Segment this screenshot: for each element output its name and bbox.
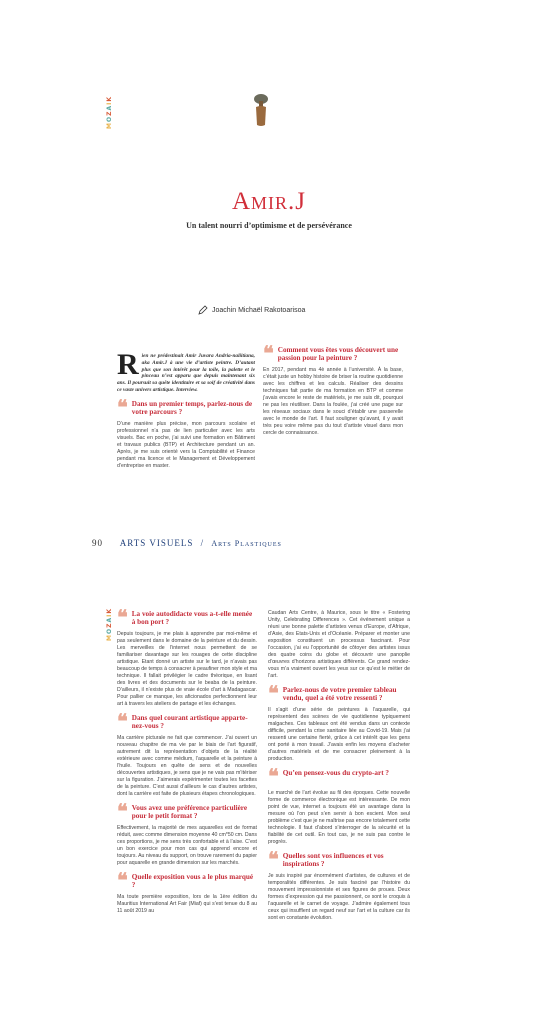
question-block [268, 766, 410, 788]
section-separator: / [200, 538, 205, 548]
answer-paragraph: Ma toute première exposition, lors de la 1ère édition du Mauritius International Art Fair (Miaf) qui s’est tenue du 8 au 11 août 2019 au [117, 894, 257, 914]
question-heading: Comment vous êtes vous découvert une passion pour la peinture ? [277, 346, 399, 362]
author-byline [198, 305, 305, 315]
question-block [268, 849, 410, 871]
column-left-top [117, 348, 255, 474]
quote-mark-icon: ❝ [117, 607, 128, 629]
answer-paragraph: Je suis inspiré par énormément d’artistes, de cultures et de temporalités différentes. Je suis fasciné par l’histoire du mouvement impressionniste et ses figures de proues. Deux formes d’expression qui me passionnent, ce sont le croquis à l’aquarelle et le carnet de voyage. J’admire également tous ceux qui insufflent un regard neuf sur l’art et la culture car ils sont en constante évolution. [268, 873, 410, 921]
mozaik-logo: MOZAIK [106, 96, 113, 129]
question-block [117, 396, 255, 419]
pen-icon [198, 305, 208, 315]
quote-mark-icon: ❝ [117, 711, 128, 733]
answer-paragraph: Il s’agit d’une série de peintures à l’aquarelle, qui représentent des scènes de vie quotidienne typiquement malgaches. Ces tableaux ont été vendus dans un contexte difficile, pendant la crise sanitaire liée au Covid-19. Mais j’ai ressenti une certaine fierté, grâce à cet intérêt que les gens ont porté à mon travail. J’avais enfin les moyens d’acheter d’autres matériels et de me consacrer pleinement à la production. [268, 707, 410, 762]
article-title: Amir.J [231, 188, 307, 215]
quote-mark-icon: ❝ [117, 396, 128, 419]
question-block [117, 801, 257, 823]
intro-paragraph: Rien ne prédestinait Amir Juvara Andria-naliitiana, aka Amir.J à une vie d’artiste peintre. D’autant plus que son intérêt pour la toile, la palette et le pinceau n’est apparu que depuis maintenant six ans. Il poursuit sa quête identitaire et sa soif de créativité dans ce vaste univers artistique. Interview. [117, 348, 255, 393]
question-heading: Quelle exposition vous a le plus marqué ? [131, 873, 254, 889]
question-block [263, 343, 403, 365]
answer-paragraph: Depuis toujours, je me plais à apprendre par moi-même et pas seulement dans le domaine de la peinture et du dessin. Les merveilles de l’internet nous permettent de se familiariser davantage sur les rouages de cette discipline artistique. Etant donné un artiste sur le tard, je n’avais pas beaucoup de temps à consacrer à peaufiner mon style et ma technique. Il fallait privilégier le cadre théorique, en lisant des livres et des documents sur le beaba de la peinture. D’ailleurs, il n’existe plus de vraie école d’art à Madagascar. Pour pallier ce manque, les aficionados perfectionnent leur art à travers les ateliers de partage et les échanges. [117, 631, 257, 707]
quote-mark-icon: ❝ [117, 801, 128, 823]
drop-cap: R [117, 348, 139, 381]
question-block [268, 683, 410, 705]
question-block [117, 711, 257, 733]
question-heading: La voie autodidacte vous a-t-elle menée à bon port ? [131, 610, 253, 626]
mozaik-logo: MOZAIK [106, 608, 113, 641]
page-footer [92, 538, 282, 548]
question-heading: Qu’en pensez-vous du crypto-art ? [282, 769, 389, 777]
answer-paragraph: Effectivement, la majorité de mes aquarelles est de format réduit, avec comme dimension moyenne 40 cm*50 cm. Dans ces proportions, je me sens très confortable et à l’aise. C’est un bon exercice pour mon cas qui apprend encore et toujours. Au niveau du support, on trouve rarement du papier pour aquarelle en grande dimension sur les marchés. [117, 825, 257, 866]
section-name: ARTS VISUELS [119, 538, 194, 548]
answer-paragraph: Caudan Arts Centre, à Maurice, sous le titre « Fostering Unity, Celebrating Differences ». Cet événement unique a réuni une bonne palette d’artistes venus d’Europe, d’Afrique, d’Asie, des Etats-Unis et d’Océanie. Préparer et monter une exposition constituent un processus fascinant. Pour l’occasion, j’ai eu l’opportunité de côtoyer des artistes issus des quatre coins du globe et découvrir une panoplie d’œuvres d’horizons artistiques différents. Ce grand rendez-vous m’a vraiment ouvert les yeux sur ce qu’est le métier de l’art. [268, 610, 410, 679]
column-left-bottom [117, 607, 257, 919]
quote-mark-icon: ❝ [263, 343, 274, 365]
question-block [117, 607, 257, 629]
answer-paragraph: En 2017, pendant ma 4è année à l’université. À la base, c’était juste un hobby histoire de briser la routine quotidienne avec les chiffres et les calculs. Réaliser des dessins techniques fait partie de ma formation en BTP et comme j’avais encore le reste de matériels, je me suis dit, pourquoi ne pas les réutiliser. Dans la foulée, j’ai créé une page sur les réseaux sociaux dans le souci d’établir une passerelle avec le monde de l’art. Il faut souligner qu’avant, il y avait très peu voire même pas du tout d’artiste visuel dans mon cercle de connaissance. [263, 367, 403, 436]
page-number: 90 [92, 538, 103, 548]
quote-mark-icon: ❝ [268, 683, 279, 705]
subsection-name: Arts Plastiques [211, 539, 282, 548]
column-right-top [263, 343, 403, 441]
answer-paragraph: Ma carrière picturale ne fait que commencer. J’ai ouvert un nouveau chapitre de ma vie par le biais de l’art figuratif, autrement dit la représentation d’objets de la réalité extérieure avec comme médium, l’aquarelle et la peinture à l’huile. Toujours en quête de sens et de nouvelles découvertes artistiques, je sens que je ne vais pas m’itériser sur la figuration. J’aimerais expérimenter toutes les facettes de la peinture. C’est aussi d’ailleurs le cas d’autres artistes, dont la carrière est faite de plusieurs étapes chronologiques. [117, 735, 257, 797]
answer-paragraph: D’une manière plus précise, mon parcours scolaire et professionnel n’a pas de lien particulier avec les arts visuels. Bac en poche, j’ai suivi une formation en Bâtiment et travaux publics (BTP) et Architecture pendant un an. Après, je me suis orienté vers la Comptabilité et Finance pendant ma licence et le Management et Développement d’entreprise en master. [117, 420, 255, 469]
question-heading: Quelles sont vos influences et vos inspirations ? [282, 852, 384, 868]
answer-paragraph: Le marché de l’art évolue au fil des époques. Cette nouvelle forme de commerce électronique est intéressante. De mon point de vue, internet a toujours été un avantage dans la mesure où l’on peut s’en servir à bon escient. Mon seul problème c’est que je ne maîtrise pas encore totalement cette technologie. Il faut d’abord s’interroger de la sécurité et la fiabilité de cet outil. En tout cas, je ne suis pas contre le progrès. [268, 790, 410, 845]
author-name: Joachin Michaël Rakotoarisoa [212, 306, 306, 314]
article-subtitle: Un talent nourri d’optimisme et de persévérance [186, 221, 352, 230]
quote-mark-icon: ❝ [268, 766, 279, 788]
question-heading: Dans quel courant artistique appartenez-vous ? [131, 714, 248, 730]
baobab-vase-icon [252, 93, 270, 127]
question-block [117, 870, 257, 892]
magazine-page-bottom [0, 578, 538, 1024]
question-heading: Dans un premier temps, parlez-nous de votre parcours ? [131, 399, 253, 416]
question-heading: Vous avez une préférence particulière pour le petit format ? [131, 804, 248, 820]
question-heading: Parlez-nous de votre premier tableau vendu, quel a été votre ressenti ? [282, 686, 397, 702]
column-right-bottom [268, 610, 410, 926]
quote-mark-icon: ❝ [117, 870, 128, 892]
quote-mark-icon: ❝ [268, 849, 279, 871]
